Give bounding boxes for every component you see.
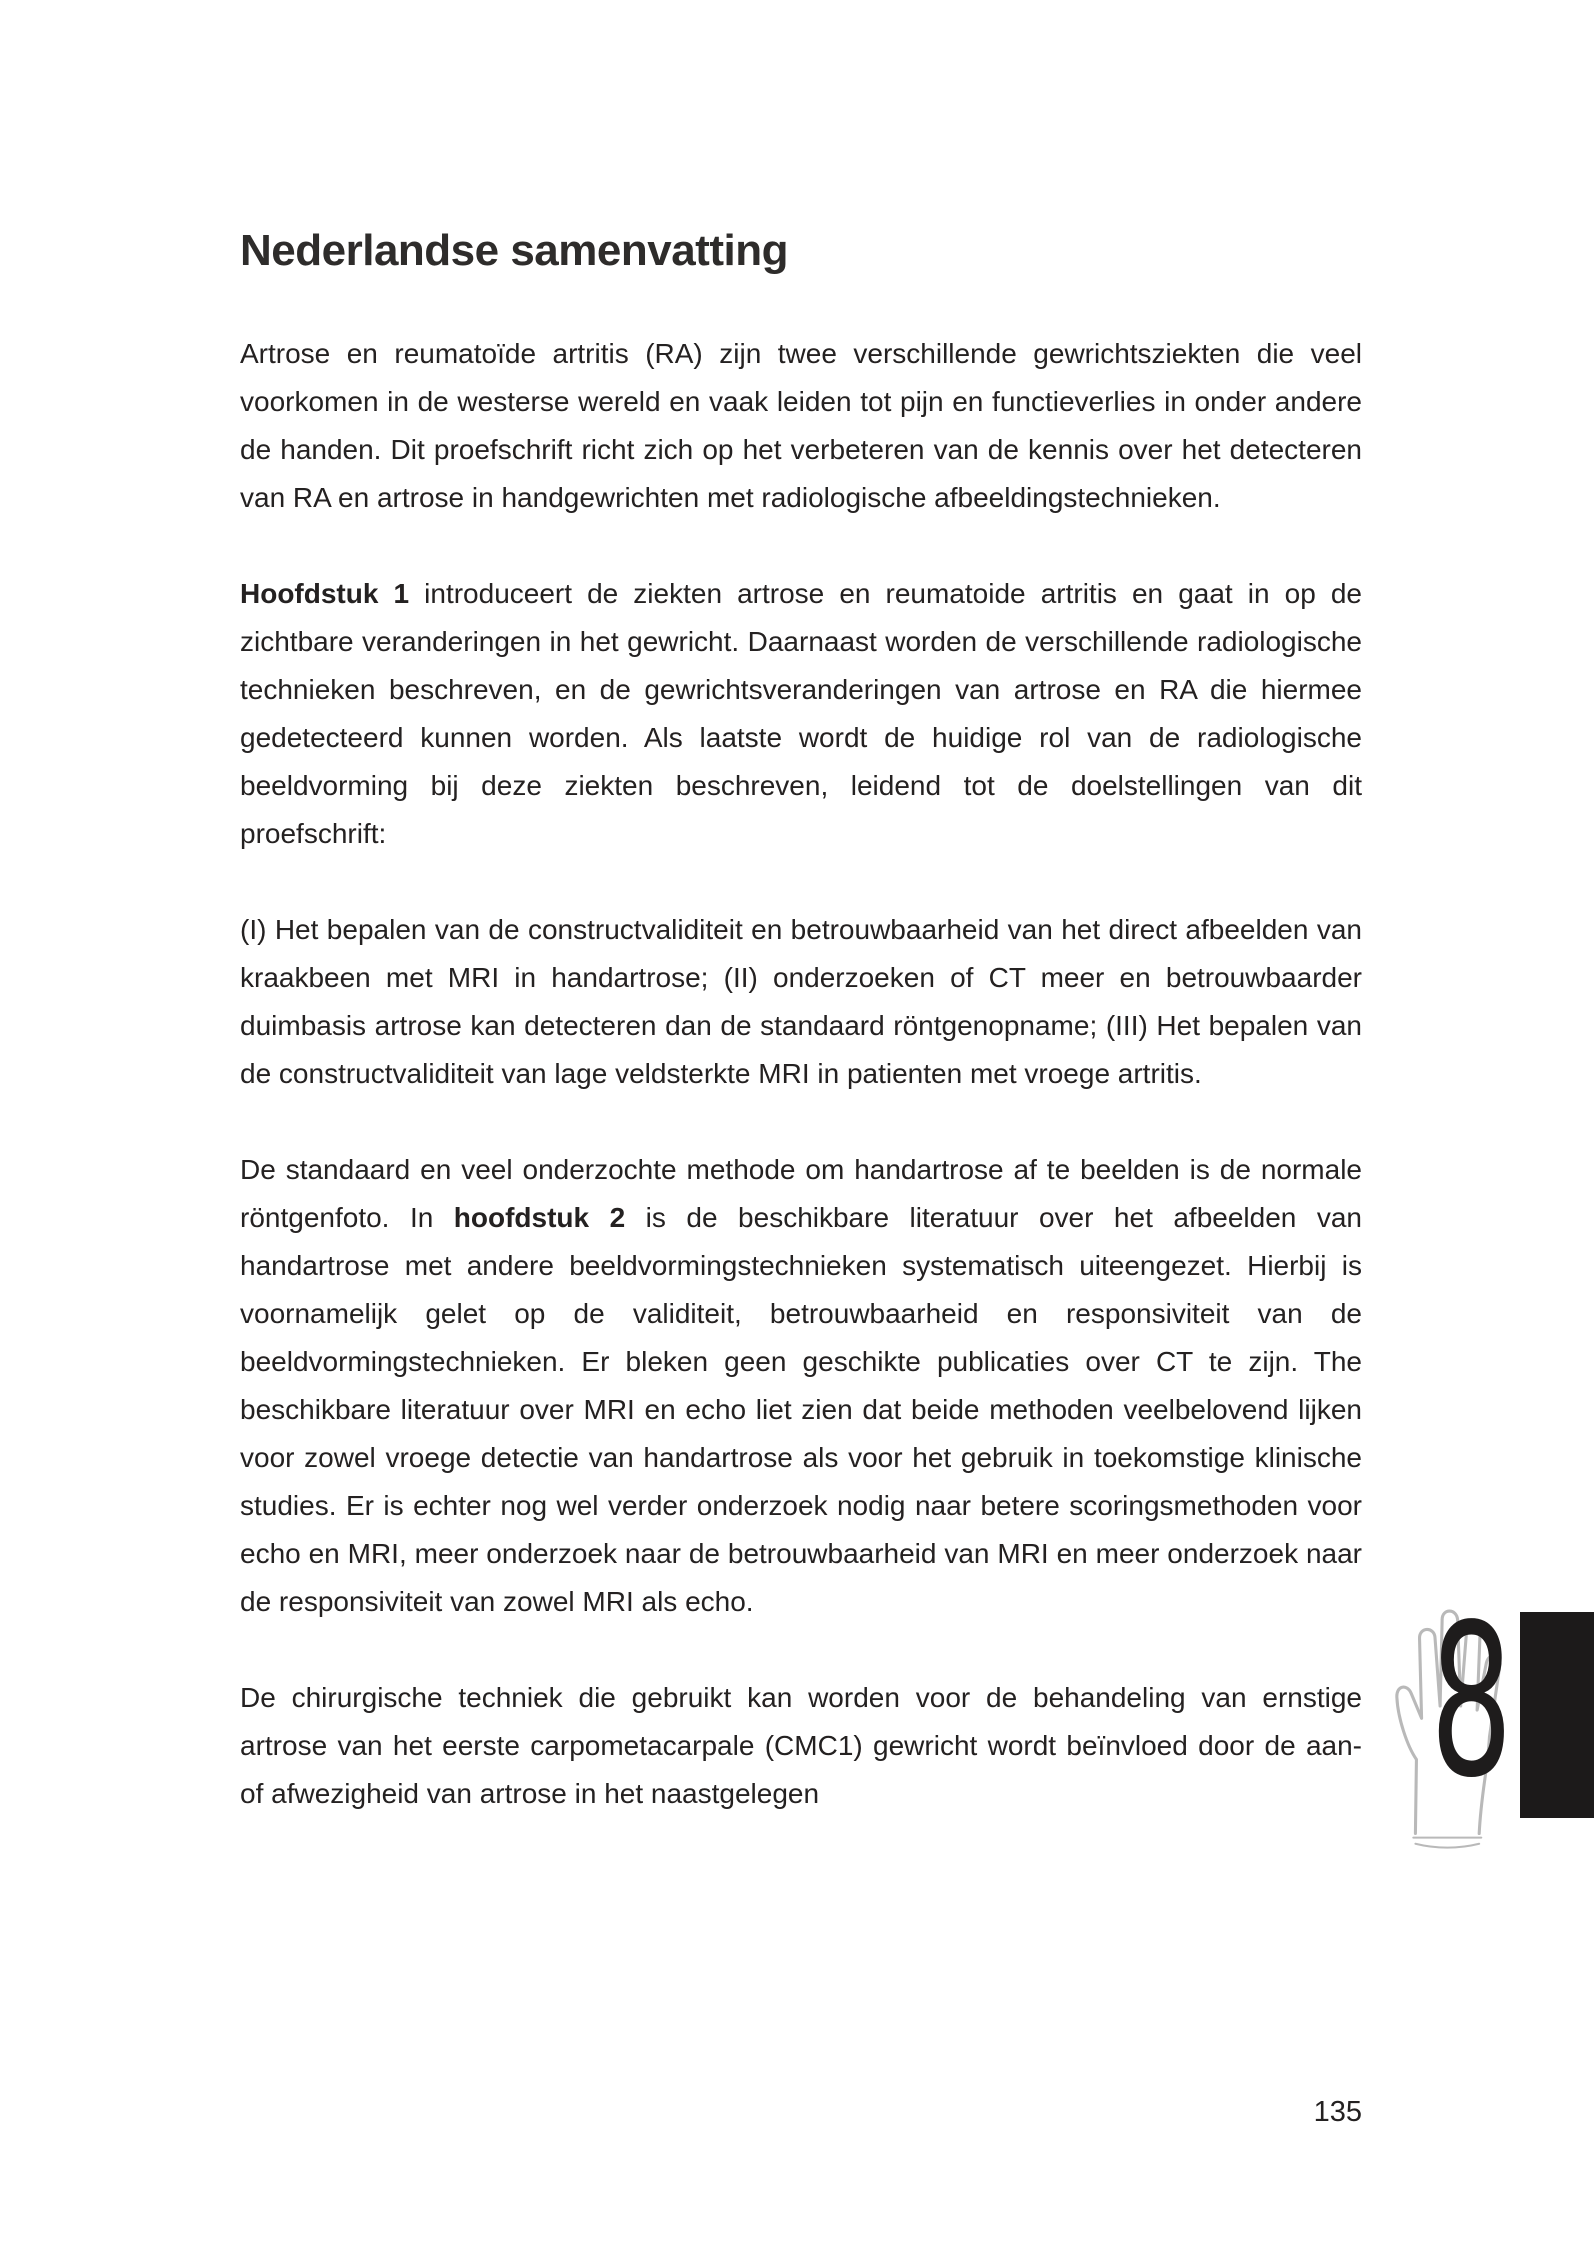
text-segment: introduceert de ziekten artrose en reumatoide artritis en gaat in op de zichtbare veranderingen in het gewricht. Daarnaast worden de verschillende radiologische technieken beschreven, en de gewrichtsveranderingen van artrose en RA die hiermee gedetecteerd kunnen worden. Als laatste wordt de huidige rol van de radiologische beeldvorming bij deze ziekten beschreven, leidend tot de doelstellingen van dit proefschrift: [240,578,1363,849]
chapter-tab [1390,1579,1594,1855]
paragraph [240,570,1362,858]
page-title: Nederlandse samenvatting [240,226,788,275]
text-segment: is de beschikbare literatuur over het afbeelden van handartrose met andere beeldvormingstechnieken systematisch uiteengezet. Hierbij is voornamelijk gelet op de validiteit, betrouwbaarheid en responsiviteit van de beeldvormingstechnieken. Er bleken geen geschikte publicaties over CT te zijn. The beschikbare literatuur over MRI en echo liet zien dat beide methoden veelbelovend lijken voor zowel vroege detectie van handartrose als voor het gebruik in toekomstige klinische studies. Er is echter nog wel verder onderzoek nodig naar betere scoringsmethoden voor echo en MRI, meer onderzoek naar de betrouwbaarheid van MRI en meer onderzoek naar de responsiviteit van zowel MRI als echo. [240,1202,1362,1617]
bold-text-segment: Hoofdstuk 1 [240,578,410,609]
paragraph [240,330,1362,522]
text-segment: (I) Het bepalen van de constructvaliditeit en betrouwbaarheid van het direct afbeelden van kraakbeen met MRI in handartrose; (II) onderzoeken of CT meer en betrouwbaarder duimbasis artrose kan detecteren dan de standaard röntgenopname; (III) Het bepalen van de constructvaliditeit van lage veldsterkte MRI in patienten met vroege artritis. [240,914,1362,1089]
text-segment: De chirurgische techniek die gebruikt kan worden voor de behandeling van ernstige artrose van het eerste carpometacarpale (CMC1) gewricht wordt beïnvloed door de aan- of afwezigheid van artrose in het naastgelegen [240,1682,1362,1809]
chapter-number: 8 [1430,1579,1513,1824]
bold-text-segment: hoofdstuk 2 [453,1202,626,1233]
paragraph [240,1674,1362,1818]
text-segment: De standaard en veel onderzochte methode om handartrose af te beelden is de normale röntgenfoto. In [240,1154,1362,1233]
text-segment: Artrose en reumatoïde artritis (RA) zijn twee verschillende gewrichtsziekten die veel voorkomen in de westerse wereld en vaak leiden tot pijn en functieverlies in onder andere de handen. Dit proefschrift richt zich op het verbeteren van de kennis over het detecteren van RA en artrose in handgewrichten met radiologische afbeeldingstechnieken. [240,338,1362,513]
paragraph [240,1146,1362,1626]
body-text [240,330,1362,1866]
page-number: 135 [1313,2096,1362,2128]
chapter-tab-bar [1520,1612,1594,1818]
paragraph [240,906,1362,1098]
